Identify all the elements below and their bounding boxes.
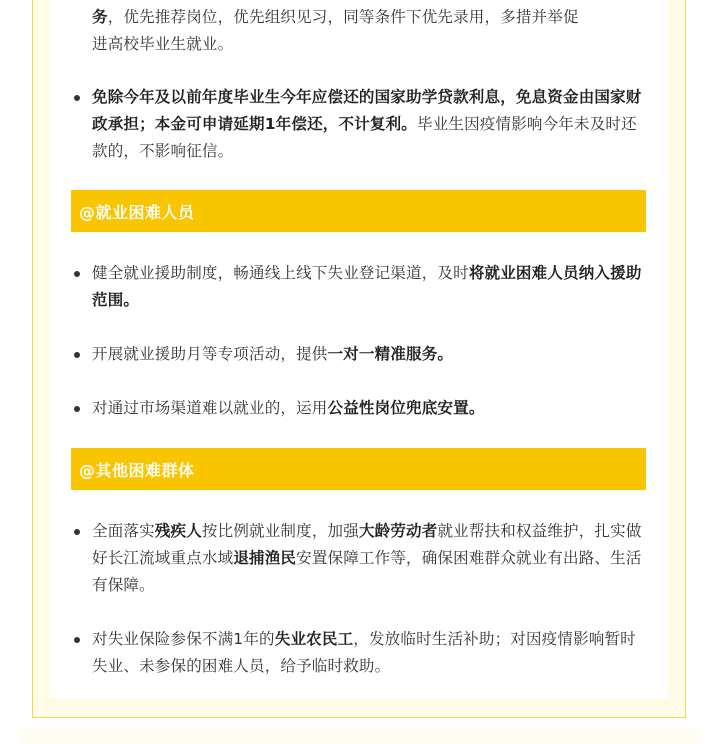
- list-item: [92, 626, 650, 680]
- item-bold-text: 大龄劳动者: [358, 522, 438, 540]
- item-bold-text: 失业农民工: [274, 630, 354, 648]
- item-text: 开展就业援助月等专项活动，提供: [92, 345, 328, 363]
- item-text: 安置保障工作等，确保困难群众就业有出路、生活有保障。: [92, 549, 642, 594]
- section-header-difficult-employment: [71, 190, 646, 232]
- bullet-icon: [74, 406, 80, 412]
- item-bold-text: 残疾人: [154, 522, 202, 540]
- loan-bold-text: 免除今年及以前年度毕业生今年应偿还的国家助学贷款利息，免息资金由国家财政承担；本金可申请延期1年偿还，不计复利。: [92, 88, 642, 133]
- bottom-band: [20, 728, 700, 744]
- loan-text: 毕业生因疫情影响今年未及时还款的，不影响征信。: [92, 115, 637, 160]
- intro-line1: ，优先推荐岗位，优先组织见习，同等条件下优先录用，多措并举促: [107, 8, 579, 26]
- bullet-icon: [74, 95, 80, 101]
- list-item: [92, 518, 650, 599]
- section-header-other-groups: [71, 448, 646, 490]
- item-text: 对失业保险参保不满1年的: [92, 630, 275, 648]
- item-text: 健全就业援助制度，畅通线上线下失业登记渠道，及时: [92, 264, 469, 282]
- list-item: [92, 395, 650, 422]
- item-bold-text: 一对一精准服务。: [327, 345, 454, 363]
- item-bold-text: 退捕渔民: [233, 549, 297, 567]
- list-item: [92, 341, 650, 368]
- item-text: 全面落实: [92, 522, 155, 540]
- item-text: ，发放临时生活补助；对因疫情影响暂时失业、未参保的困难人员，给予临时救助。: [92, 630, 636, 675]
- bullet-icon: [74, 637, 80, 643]
- item-text: 对通过市场渠道难以就业的，运用: [92, 399, 328, 417]
- section-title: @其他困难群体: [79, 461, 195, 480]
- item-text: 按比例就业制度，加强: [201, 522, 359, 540]
- intro-paragraph: [92, 4, 650, 58]
- intro-bold: 务: [92, 8, 108, 26]
- item-text: 就业帮扶和权益维护，扎实做好长江流域重点水域: [92, 522, 642, 567]
- list-item: [92, 260, 650, 314]
- bullet-icon: [74, 352, 80, 358]
- item-bold-text: 将就业困难人员纳入援助范围。: [92, 264, 642, 309]
- item-bold-text: 公益性岗位兜底安置。: [327, 399, 485, 417]
- list-item-loan: [92, 84, 650, 165]
- bullet-icon: [74, 271, 80, 277]
- section-title: @就业困难人员: [79, 203, 195, 222]
- intro-line2: 进高校毕业生就业。: [92, 35, 234, 53]
- bullet-icon: [74, 529, 80, 535]
